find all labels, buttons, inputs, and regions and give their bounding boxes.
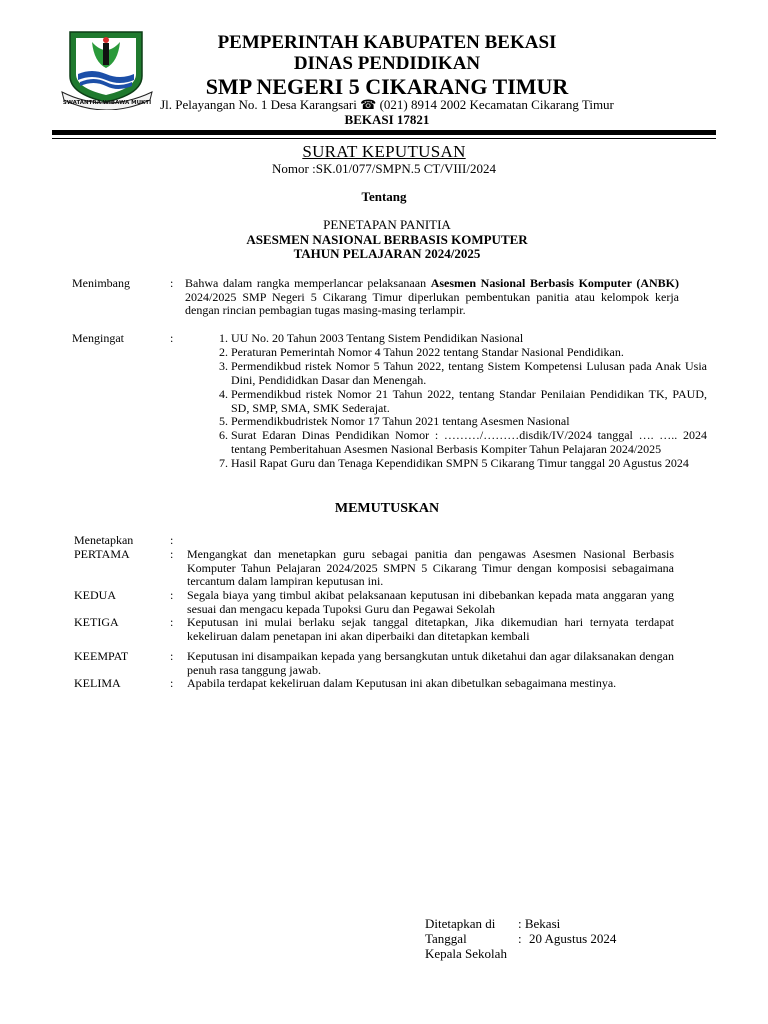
decision-heading: MEMUTUSKAN [334, 501, 440, 516]
address-phone: (021) 8914 2002 Kecamatan Cikarang Timur [379, 97, 614, 112]
menetapkan-label: Menetapkan [74, 533, 134, 547]
document-subject-line-3: TAHUN PELAJARAN 2024/2025 [293, 246, 481, 261]
menimbang-text [185, 277, 679, 318]
decision-colon: : [170, 649, 174, 663]
signature-date-label: Tanggal [425, 931, 467, 946]
document-subject-line-1: PENETAPAN PANITIA [323, 217, 451, 232]
signature-date-value: 20 Agustus 2024 [529, 931, 617, 946]
decision-colon: : [170, 615, 174, 629]
document-title: SURAT KEPUTUSAN [302, 142, 466, 161]
mengingat-label: Mengingat [72, 331, 124, 345]
header-city: BEKASI 17821 [344, 112, 430, 127]
mengingat-colon: : [170, 331, 174, 345]
header-divider-thin [52, 138, 716, 139]
mengingat-list [192, 332, 707, 471]
decision-colon: : [170, 676, 174, 690]
decision-text-pertama: Mengangkat dan menetapkan guru sebagai panitia dan pengawas Asesmen Nasional Berbasis Komputer Tahun Pelajaran 2024/2025 SMPN 5 Cikarang Timur dengan komposisi sebagaimana tercantum dalam lampiran keputusan ini. [187, 547, 674, 589]
document-subject-line-2: ASESMEN NASIONAL BERBASIS KOMPUTER [246, 232, 528, 247]
menimbang-colon: : [170, 276, 174, 290]
decision-text-keempat: Keputusan ini disampaikan kepada yang bersangkutan untuk diketahui dan agar dilaksanakan dengan penuh rasa tanggung jawab. [187, 649, 674, 677]
decision-text-ketiga: Keputusan ini mulai berlaku sejak tanggal ditetapkan, Jika dikemudian hari ternyata terdapat kekeliruan dalam penetapan ini akan diperbaiki dan ditetapkan kembali [187, 615, 674, 643]
header-department-name: DINAS PENDIDIKAN [293, 53, 481, 74]
signature-position: Kepala Sekolah [425, 946, 507, 961]
decision-label-ketiga: KETIGA [74, 615, 119, 629]
list-item: 5. Permendikbudristek Nomor 17 Tahun 2021 tentang Asesmen Nasional [231, 415, 707, 429]
header-divider-thick [52, 130, 716, 135]
decision-colon: : [170, 547, 174, 561]
header-government-name: PEMPERINTAH KABUPATEN BEKASI [217, 32, 557, 53]
decision-label-keempat: KEEMPAT [74, 649, 129, 663]
decision-label-pertama: PERTAMA [74, 547, 130, 561]
menetapkan-colon: : [170, 533, 174, 547]
document-number: Nomor :SK.01/077/SMPN.5 CT/VIII/2024 [272, 161, 496, 176]
menimbang-text-a: Bahwa dalam rangka memperlancar pelaksanaan [185, 276, 431, 290]
list-item: 7. Hasil Rapat Guru dan Tenaga Kependidikan SMPN 5 Cikarang Timur tanggal 20 Agustus 2024 [231, 457, 707, 471]
header-address [120, 97, 654, 112]
list-item: 3. Permendikbud ristek Nomor 5 Tahun 2022, tentang Sistem Kompetensi Lulusan pada Anak Usia Dini, Pendididkan Dasar dan Menengah. [231, 360, 707, 388]
decision-text-kelima: Apabila terdapat kekeliruan dalam Keputusan ini akan dibetulkan sebagaimana mestinya. [187, 676, 617, 690]
document-about-label: Tentang [361, 189, 407, 204]
list-item: 2. Peraturan Pemerintah Nomor 4 Tahun 2022 tentang Standar Nasional Pendidikan. [231, 346, 707, 360]
menimbang-text-b: 2024/2025 SMP Negeri 5 Cikarang Timur diperlukan pembentukan panitia atau kelompok kerja dengan rincian pembagian tugas masing-masing terlampir. [185, 289, 679, 318]
decision-label-kedua: KEDUA [74, 588, 116, 602]
signature-place-label: Ditetapkan di [425, 916, 496, 931]
address-street: Jl. Pelayangan No. 1 Desa Karangsari [160, 97, 357, 112]
decision-text-kedua: Segala biaya yang timbul akibat pelaksanaan keputusan ini dibebankan kepada mata anggaran yang sesuai dan mengacu kepada Tupoksi Guru dan Pegawai Sekolah [187, 588, 674, 616]
header-school-name: SMP NEGERI 5 CIKARANG TIMUR [205, 74, 569, 99]
list-item: 6. Surat Edaran Dinas Pendidikan Nomor : ………/………disdik/IV/2024 tanggal …. ….. 2024 tentang Pemberitahuan Asesmen Nasional Berbasis Kompiter Tahun Pelajaran 2024/2025 [231, 429, 707, 457]
menimbang-label: Menimbang [72, 276, 130, 290]
signature-place-value: : Bekasi [518, 916, 561, 931]
phone-icon: ☎ [360, 97, 377, 112]
menimbang-text-bold: Asesmen Nasional Berbasis Komputer (ANBK) [430, 276, 679, 290]
list-item: 4. Permendikbud ristek Nomor 21 Tahun 2022, tentang Standar Penilaian Pendidikan TK, PAUD, SD, SMP, SMA, SMK Sederajat. [231, 388, 707, 416]
svg-text:SWATANTRA WIBAWA MUKTI: SWATANTRA WIBAWA MUKTI [62, 100, 152, 106]
decision-label-kelima: KELIMA [74, 676, 121, 690]
list-item: 1. UU No. 20 Tahun 2003 Tentang Sistem Pendidikan Nasional [231, 332, 707, 346]
signature-date-colon: : [518, 931, 522, 946]
decision-colon: : [170, 588, 174, 602]
